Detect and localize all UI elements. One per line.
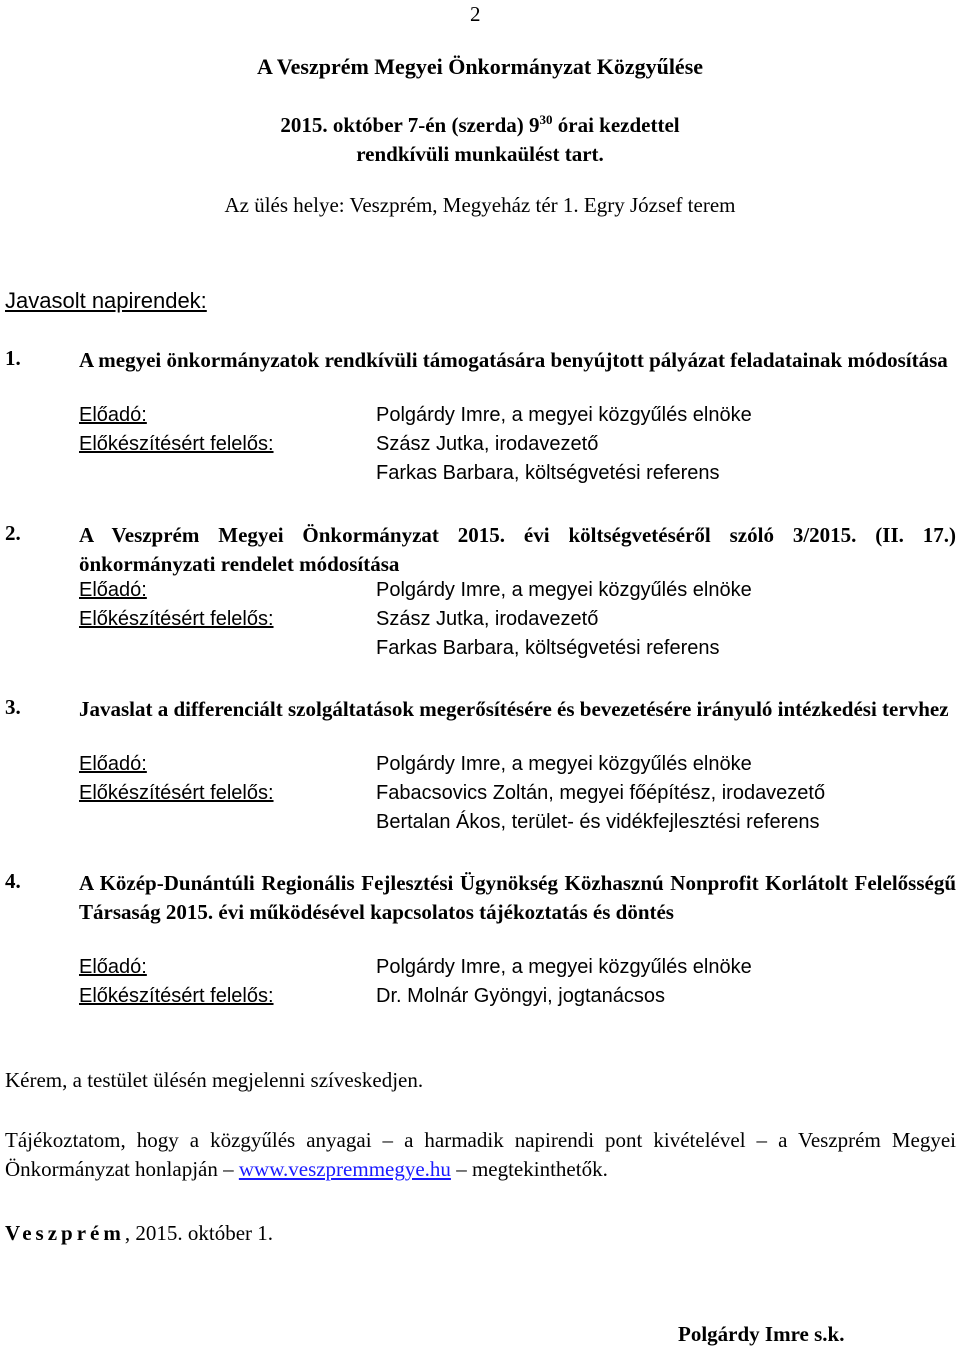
agenda-item-1-prep-label: Előkészítésért felelős: [79,433,274,455]
agenda-item-1-presenter-label: Előadó: [79,404,147,426]
agenda-item-2-presenter: Polgárdy Imre, a megyei közgyűlés elnöke [376,579,752,601]
agenda-item-3-prep-label: Előkészítésért felelős: [79,782,274,804]
agenda-item-1-presenter: Polgárdy Imre, a megyei közgyűlés elnöke [376,404,752,426]
information-text-after-link: – megtekinthetők. [450,1157,608,1181]
agenda-item-3-presenter-label: Előadó: [79,753,147,775]
agenda-item-4-prep-1: Dr. Molnár Gyöngyi, jogtanácsos [376,985,666,1007]
information-text-before-link: Tájékoztatom, hogy a közgyűlés anyagai – a harmadik napirendi pont kivételével – a Veszprém Megyei Önkormányzat honlapján – [5,1128,956,1181]
meeting-date-prefix: 2015. október 7-én (szerda) 9 [280,113,540,137]
meeting-venue: Az ülés helye: Veszprém, Megyeház tér 1. Egry József terem [224,193,736,217]
agenda-item-1-title: A megyei önkormányzatok rendkívüli támogatására benyújtott pályázat feladatainak módosítása [79,348,948,372]
agenda-item-2-presenter-label: Előadó: [79,579,147,601]
agenda-item-2-title: A Veszprém Megyei Önkormányzat 2015. évi költségvetéséről szóló 3/2015. (II. 17.) önkormányzati rendelet módosítása [79,523,956,576]
agenda-item-4-presenter-label: Előadó: [79,956,147,978]
agenda-item-2-prep-1: Szász Jutka, irodavezető [376,608,599,630]
agenda-item-2-prep-2: Farkas Barbara, költségvetési referens [376,637,720,659]
agenda-item-2-prep-label: Előkészítésért felelős: [79,608,274,630]
agenda-item-1-prep-1: Szász Jutka, irodavezető [376,433,599,455]
agenda-item-4-prep-label: Előkészítésért felelős: [79,985,274,1007]
agenda-item-1-prep-2: Farkas Barbara, költségvetési referens [376,462,720,484]
meeting-date-suffix: órai kezdettel [552,113,680,137]
agenda-item-4-presenter: Polgárdy Imre, a megyei közgyűlés elnöke [376,956,752,978]
agenda-item-3-prep-1: Fabacsovics Zoltán, megyei főépítész, irodavezető [376,782,826,804]
agenda-item-3-presenter: Polgárdy Imre, a megyei közgyűlés elnöke [376,753,752,775]
agenda-heading: Javasolt napirendek: [5,288,207,313]
place-city: Veszprém [5,1221,125,1245]
agenda-item-4-number: 4. [5,869,21,893]
agenda-item-3-title: Javaslat a differenciált szolgáltatások megerősítésére és bevezetésére irányuló intézkedési tervhez [79,697,949,721]
attendance-request: Kérem, a testület ülésén megjelenni szíveskedjen. [5,1068,424,1092]
agenda-item-1-number: 1. [5,346,21,370]
agenda-item-2-number: 2. [5,521,21,545]
page-number: 2 [470,2,481,26]
document-date: , 2015. október 1. [124,1221,274,1245]
place-date-line [5,1221,273,1246]
signature: Polgárdy Imre s.k. [678,1322,845,1346]
agenda-item-3-number: 3. [5,695,21,719]
meeting-date-line [0,112,960,138]
agenda-item-4-title: A Közép-Dunántúli Regionális Fejlesztési Ügynökség Közhasznú Nonprofit Korlátolt Felelősségű Társaság 2015. évi működésével kapcsolatos tájékoztatás és döntés [79,871,956,924]
agenda-item-3-prep-2: Bertalan Ákos, terület- és vidékfejlesztési referens [376,811,820,833]
information-paragraph [5,1126,956,1184]
meeting-time-minutes: 30 [539,112,553,127]
meeting-type-line: rendkívüli munkaülést tart. [356,142,604,166]
website-link[interactable]: www.veszpremmegye.hu [238,1157,451,1181]
document-title: A Veszprém Megyei Önkormányzat Közgyűlése [256,54,704,79]
